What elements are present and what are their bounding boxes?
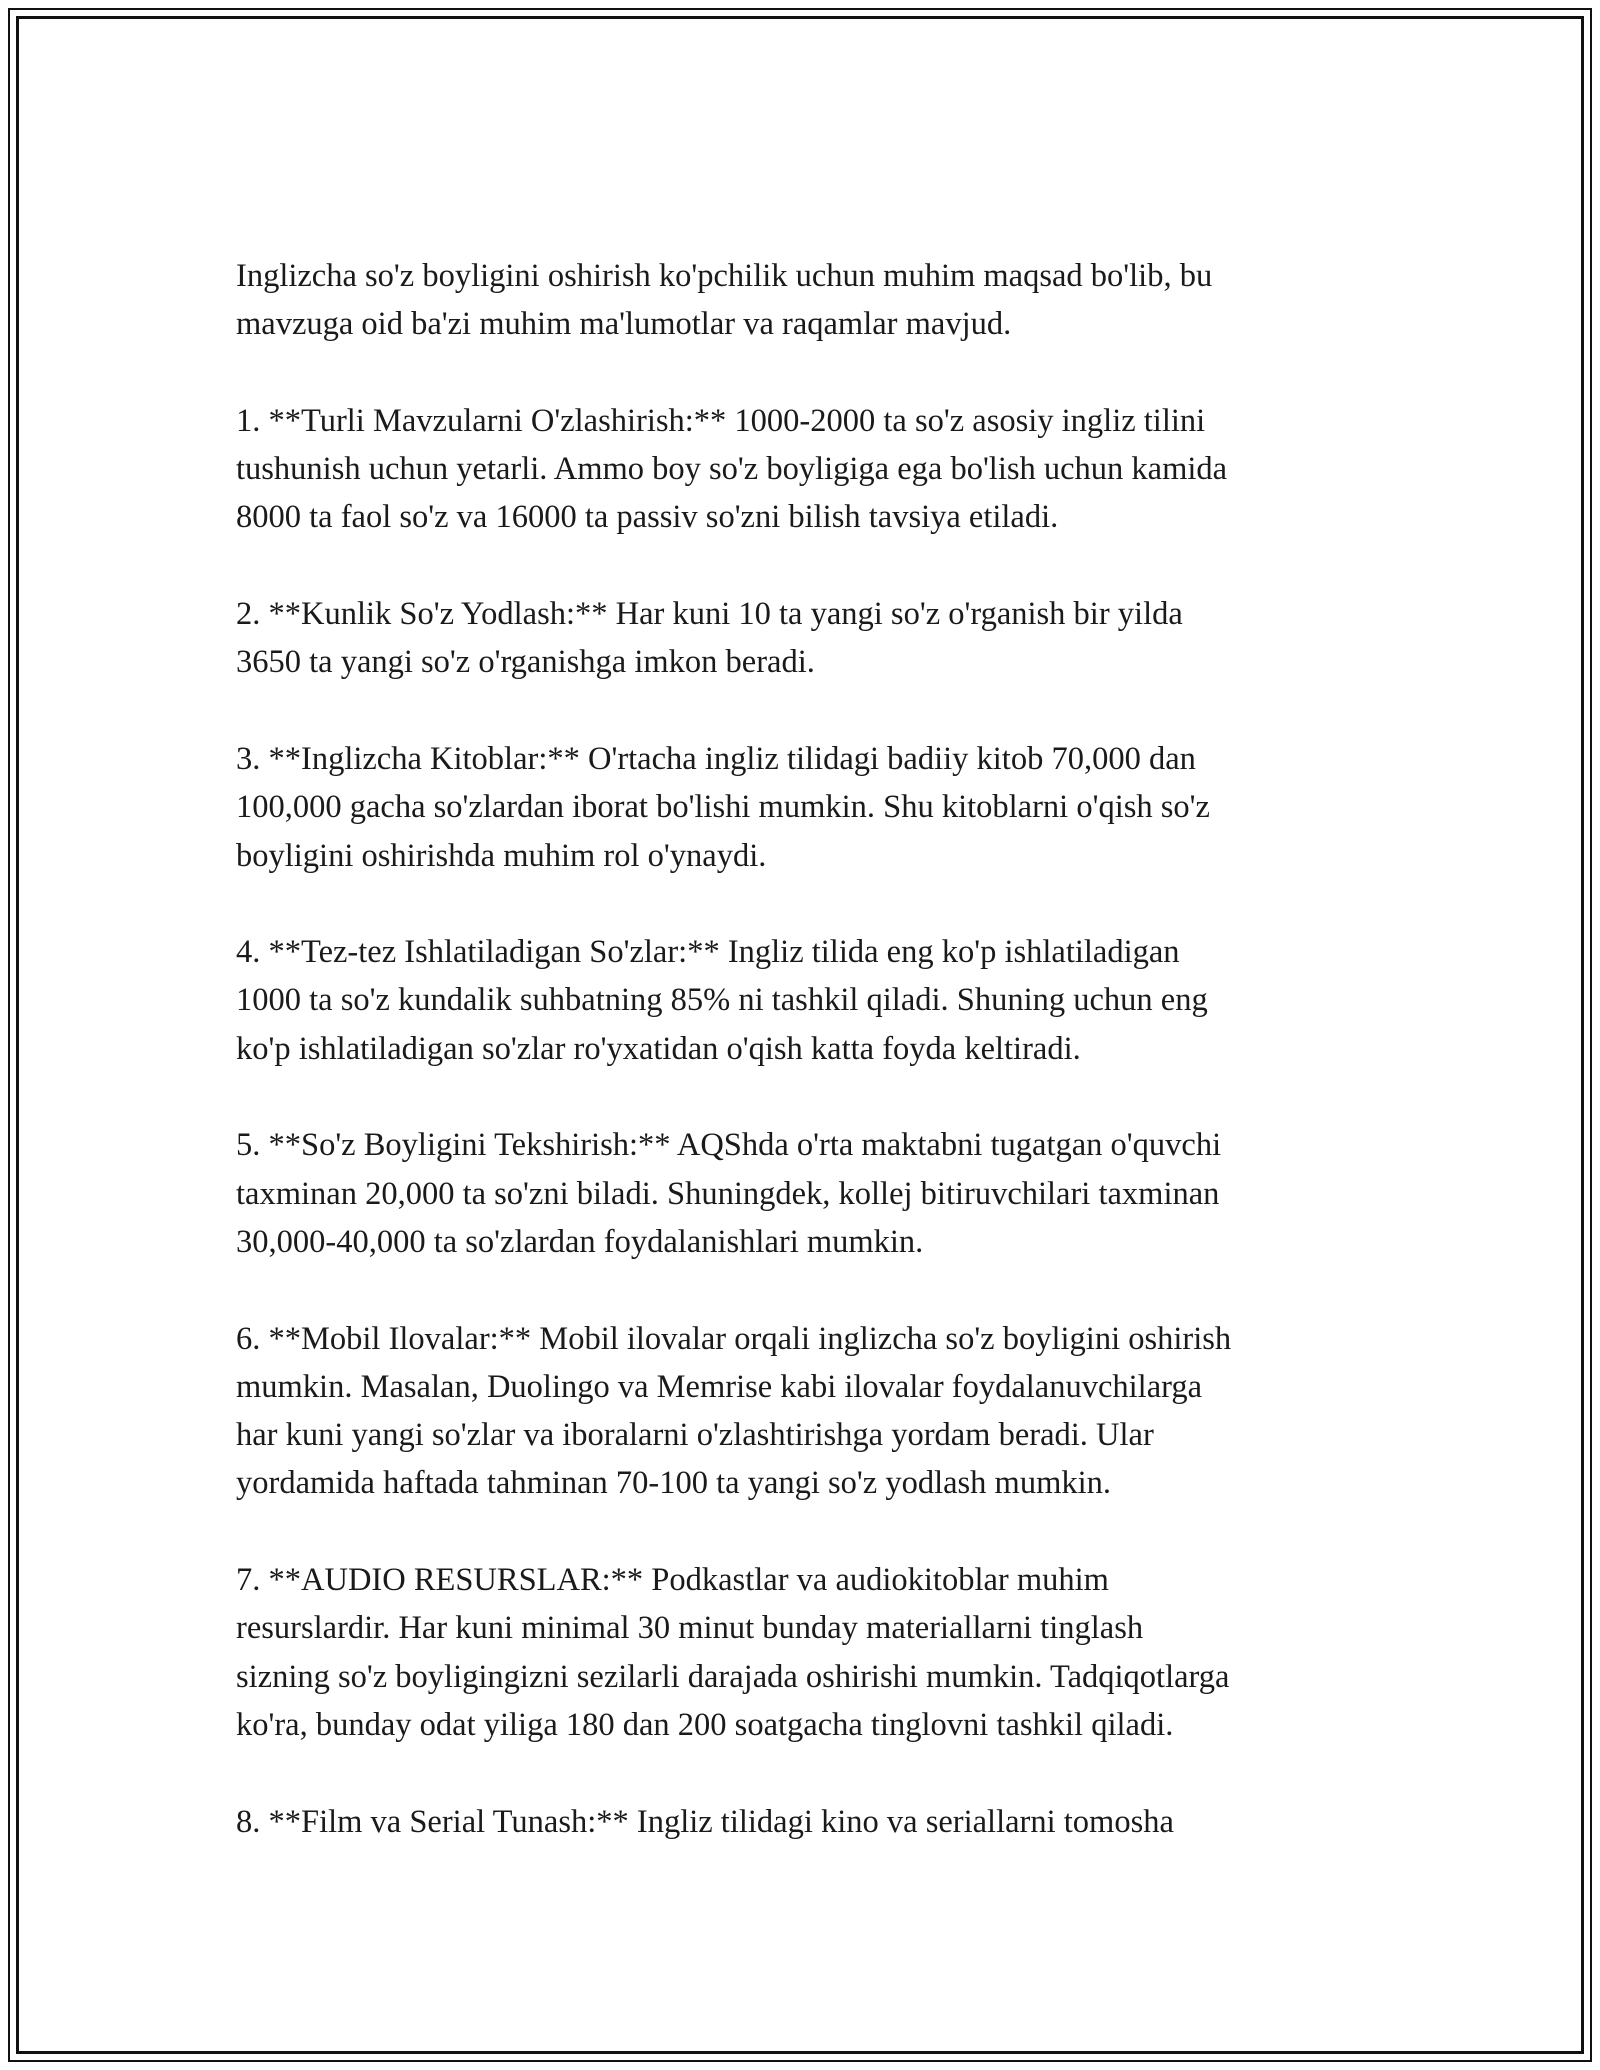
list-item-3: 3. **Inglizcha Kitoblar:** O'rtacha ingliz tilidagi badiiy kitob 70,000 dan 100,000 gacha so'zlardan iborat bo'lishi mumkin. Shu kitoblarni o'qish so'z boyligini oshirishda muhim rol o'ynaydi.	[236, 740, 1210, 874]
intro-paragraph: Inglizcha so'z boyligini oshirish ko'pchilik uchun muhim maqsad bo'lib, bu mavzuga oid ba'zi muhim ma'lumotlar va raqamlar mavjud.	[236, 258, 1213, 343]
list-item-8: 8. **Film va Serial Tunash:** Ingliz tilidagi kino va seriallarni tomosha	[236, 1803, 1174, 1840]
list-item-2: 2. **Kunlik So'z Yodlash:** Har kuni 10 ta yangi so'z o'rganish bir yilda 3650 ta yangi so'z o'rganishga imkon beradi.	[236, 596, 1183, 681]
list-item-1: 1. **Turli Mavzularni O'zlashirish:** 1000-2000 ta so'z asosiy ingliz tilini tushunish uchun yetarli. Ammo boy so'z boyligiga ega bo'lish uchun kamida 8000 ta faol so'z va 16000 ta passiv so'zni bilish tavsiya etiladi.	[236, 402, 1228, 536]
list-item-6: 6. **Mobil Ilovalar:** Mobil ilovalar orqali inglizcha so'z boyligini oshirish mumkin. Masalan, Duolingo va Memrise kabi ilovalar foydalanuvchilarga har kuni yangi so'zlar va iboralarni o'zlashtirishga yordam beradi. Ular yordamida haftada tahminan 70-100 ta yangi so'z yodlash mumkin.	[236, 1320, 1232, 1502]
document-body	[236, 252, 1376, 1846]
list-item-5: 5. **So'z Boyligini Tekshirish:** AQShda o'rta maktabni tugatgan o'quvchi taxminan 20,000 ta so'zni biladi. Shuningdek, kollej bitiruvchilari taxminan 30,000-40,000 ta so'zlardan foydalanishlari mumkin.	[236, 1127, 1222, 1260]
list-item-7: 7. **AUDIO RESURSLAR:** Podkastlar va audiokitoblar muhim resurslardir. Har kuni minimal 30 minut bunday materiallarni tinglash sizning so'z boyligingizni sezilarli darajada oshirishi mumkin. Tadqiqotlarga ko'ra, bunday odat yiliga 180 dan 200 soatgacha tinglovni tashkil qiladi.	[236, 1562, 1230, 1743]
list-item-4: 4. **Tez-tez Ishlatiladigan So'zlar:** Ingliz tilida eng ko'p ishlatiladigan 1000 ta so'z kundalik suhbatning 85% ni tashkil qiladi. Shuning uchun eng ko'p ishlatiladigan so'zlar ro'yxatidan o'qish katta foyda keltiradi.	[236, 934, 1208, 1067]
